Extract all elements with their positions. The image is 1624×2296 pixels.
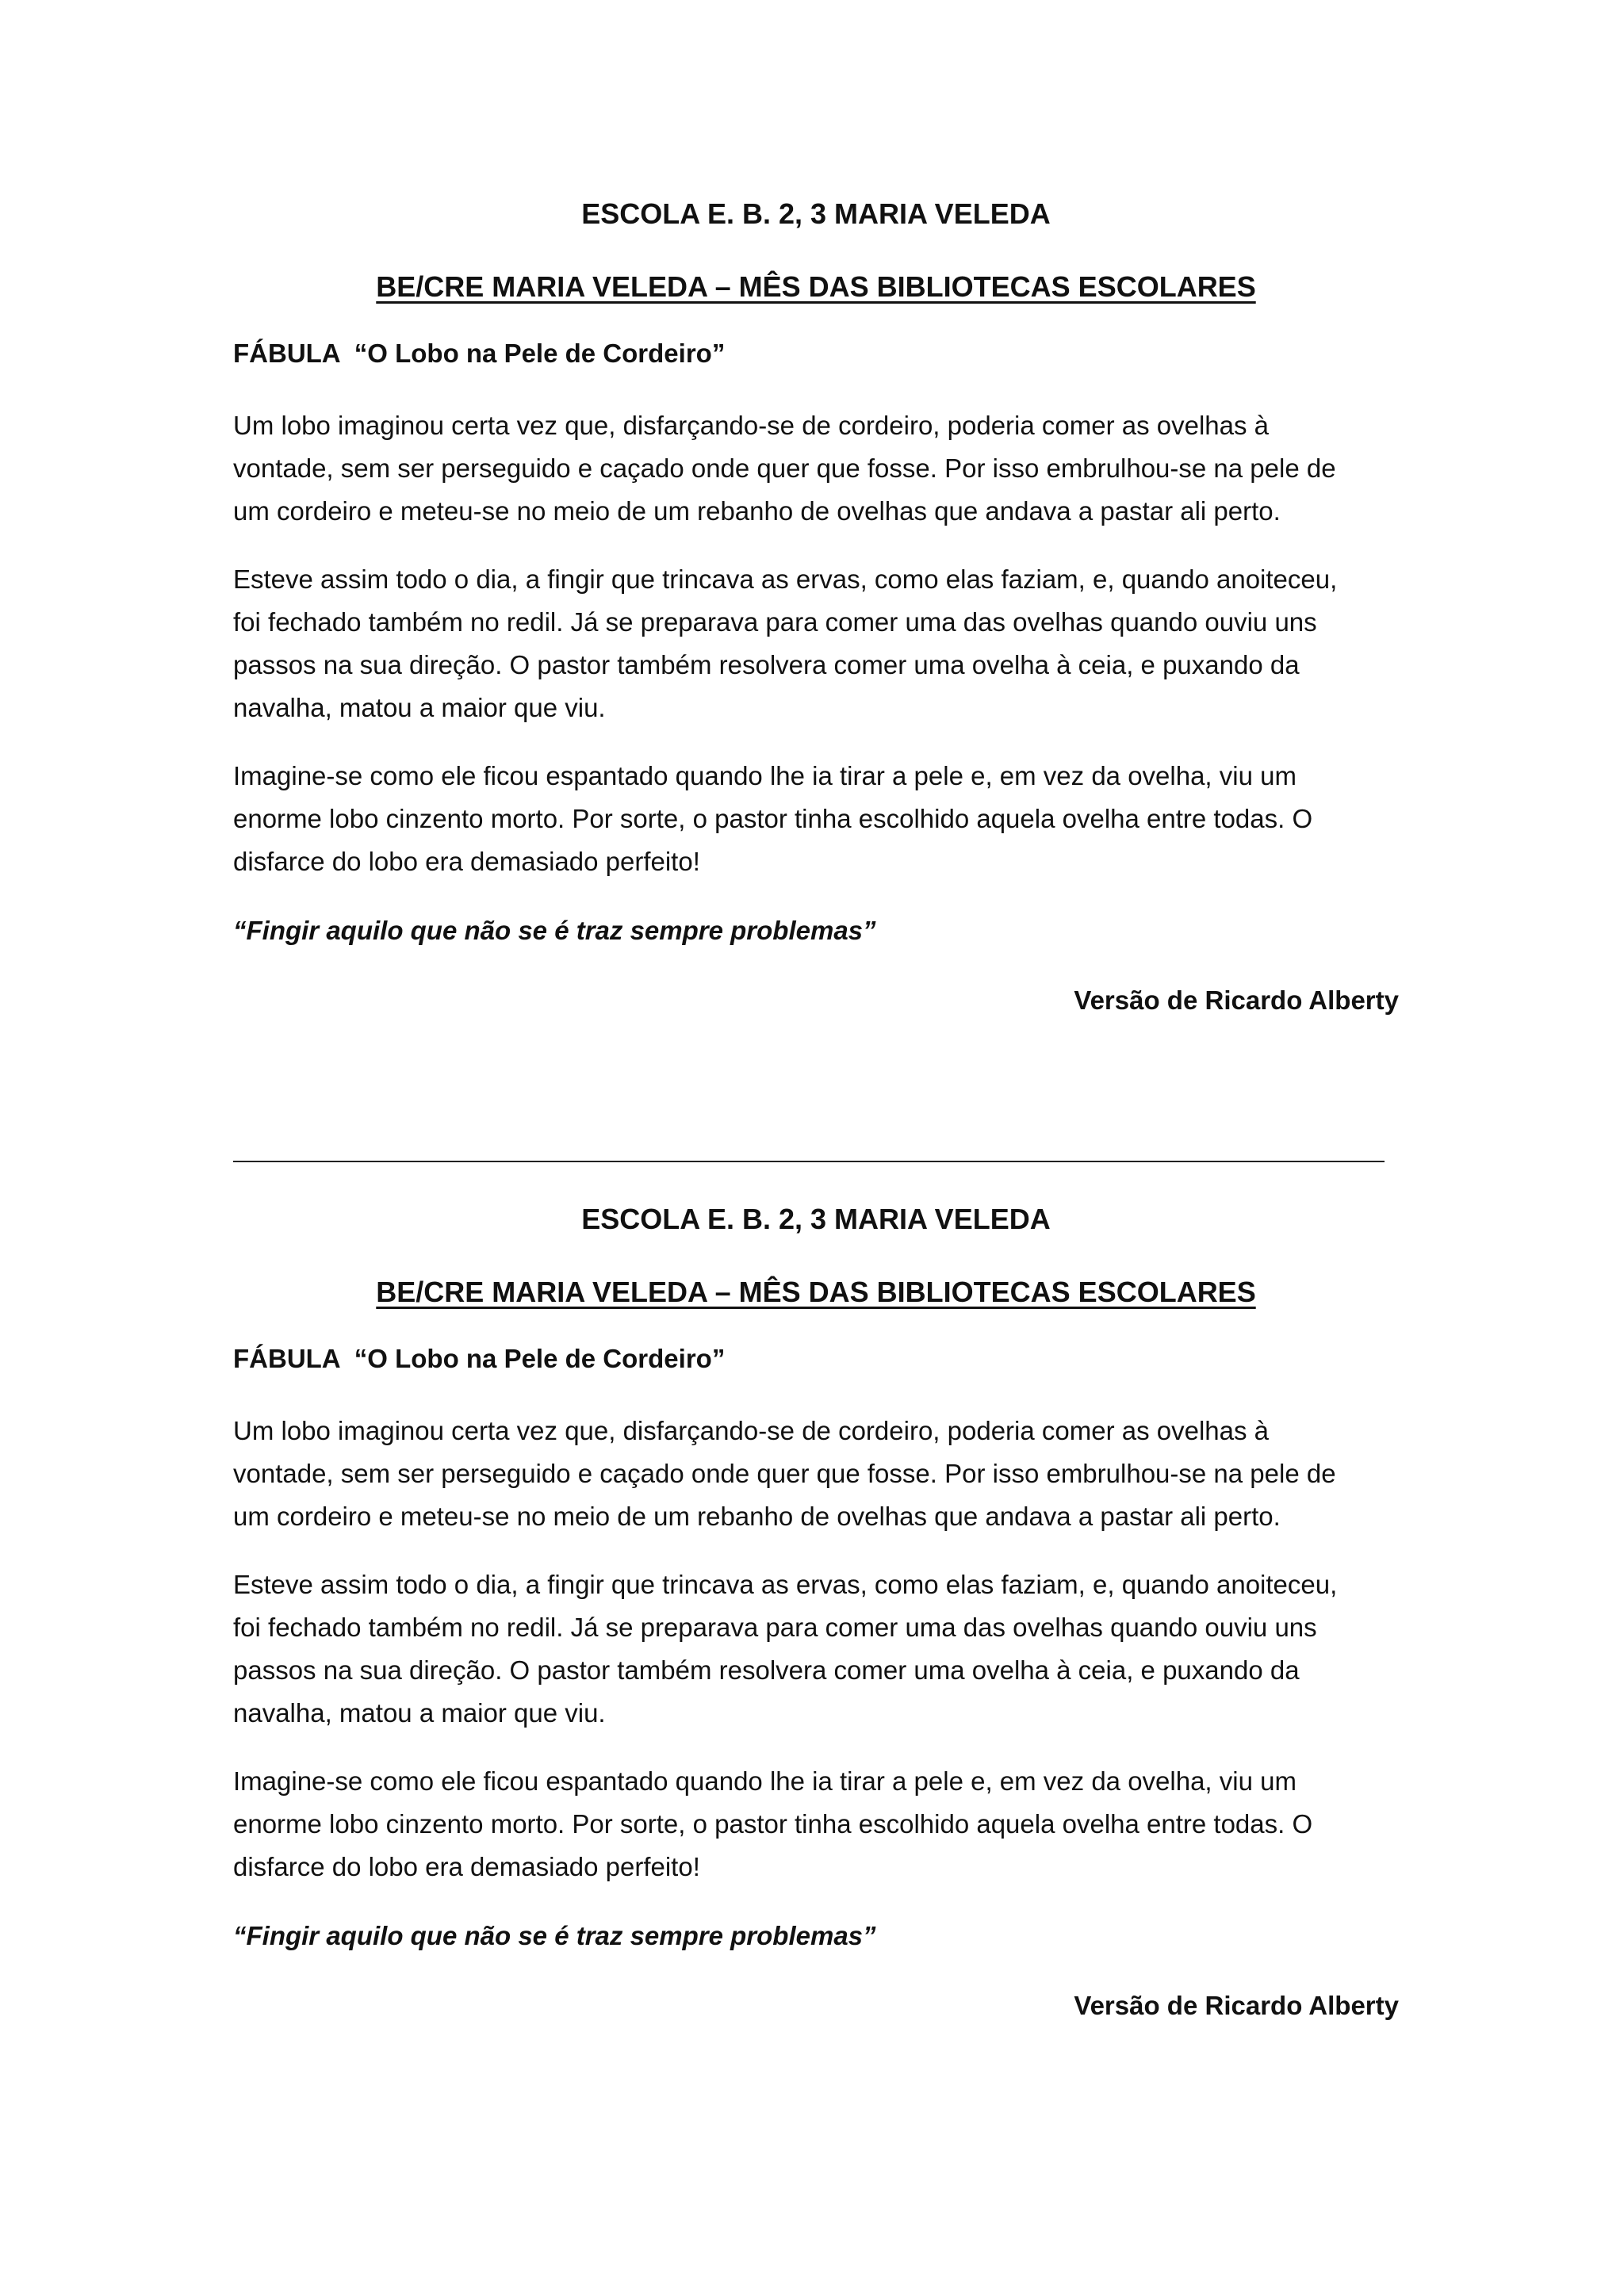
text-line: foi fechado também no redil. Já se preparava para comer uma das ovelhas quando ouviu uns [233,607,1317,637]
text-line: um cordeiro e meteu-se no meio de um rebanho de ovelhas que andava a pastar ali perto. [233,1502,1281,1531]
text-line: Esteve assim todo o dia, a fingir que trincava as ervas, como elas faziam, e, quando anoiteceu, [233,1570,1338,1599]
text-line: Imagine-se como ele ficou espantado quando lhe ia tirar a pele e, em vez da ovelha, viu um [233,761,1297,790]
text-line: navalha, matou a maior que viu. [233,1698,606,1728]
text-line: Um lobo imaginou certa vez que, disfarçando-se de cordeiro, poderia comer as ovelhas à [233,1416,1270,1445]
cut-line-divider [233,1161,1385,1162]
fable-copy-top [233,190,1399,1023]
text-line: disfarce do lobo era demasiado perfeito! [233,1852,700,1881]
author-credit: Versão de Ricardo Alberty [1074,1991,1399,2020]
text-line: enorme lobo cinzento morto. Por sorte, o pastor tinha escolhido aquela ovelha entre todas. O [233,1809,1313,1839]
paragraph-1 [233,404,1399,533]
text-line: foi fechado também no redil. Já se preparava para comer uma das ovelhas quando ouviu uns [233,1613,1317,1642]
paragraph-1 [233,1410,1399,1538]
text-line: Um lobo imaginou certa vez que, disfarçando-se de cordeiro, poderia comer as ovelhas à [233,411,1270,440]
event-heading: BE/CRE MARIA VELEDA – MÊS DAS BIBLIOTECAS ESCOLARES [376,270,1256,303]
text-line: passos na sua direção. O pastor também resolvera comer uma ovelha à ceia, e puxando da [233,650,1300,679]
school-heading: ESCOLA E. B. 2, 3 MARIA VELEDA [581,1203,1051,1235]
text-line: disfarce do lobo era demasiado perfeito! [233,847,700,876]
text-line: vontade, sem ser perseguido e caçado onde quer que fosse. Por isso embrulhou-se na pele de [233,1459,1336,1488]
moral-quote: “Fingir aquilo que não se é traz sempre problemas” [233,1921,876,1950]
event-heading: BE/CRE MARIA VELEDA – MÊS DAS BIBLIOTECAS ESCOLARES [376,1276,1256,1308]
author-credit: Versão de Ricardo Alberty [1074,985,1399,1015]
paragraph-3 [233,1760,1399,1888]
paragraph-2 [233,1563,1399,1735]
paragraph-2 [233,558,1399,729]
moral-quote: “Fingir aquilo que não se é traz sempre problemas” [233,916,876,945]
text-line: Esteve assim todo o dia, a fingir que trincava as ervas, como elas faziam, e, quando anoiteceu, [233,564,1338,594]
text-line: passos na sua direção. O pastor também resolvera comer uma ovelha à ceia, e puxando da [233,1655,1300,1685]
text-line: vontade, sem ser perseguido e caçado onde quer que fosse. Por isso embrulhou-se na pele de [233,453,1336,483]
paragraph-3 [233,755,1399,883]
text-line: enorme lobo cinzento morto. Por sorte, o pastor tinha escolhido aquela ovelha entre todas. O [233,804,1313,833]
text-line: Imagine-se como ele ficou espantado quando lhe ia tirar a pele e, em vez da ovelha, viu um [233,1766,1297,1796]
fable-title: FÁBULA “O Lobo na Pele de Cordeiro” [233,1344,726,1373]
fable-title: FÁBULA “O Lobo na Pele de Cordeiro” [233,339,726,368]
text-line: navalha, matou a maior que viu. [233,693,606,722]
fable-copy-bottom [233,1196,1399,2028]
school-heading: ESCOLA E. B. 2, 3 MARIA VELEDA [581,197,1051,230]
text-line: um cordeiro e meteu-se no meio de um rebanho de ovelhas que andava a pastar ali perto. [233,496,1281,526]
